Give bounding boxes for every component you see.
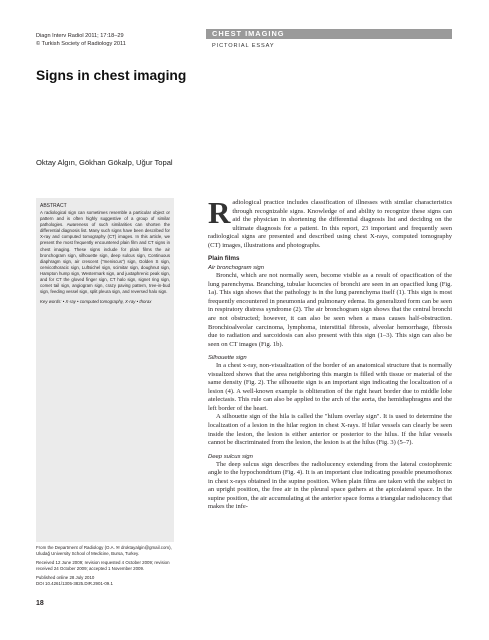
intro-paragraph <box>208 195 452 250</box>
section-label: PICTORIAL ESSAY <box>212 43 275 49</box>
journal-citation <box>36 32 126 48</box>
received-note: Received 12 June 2009; revision requested 4 October 2009; revision received 24 October 2009; accepted 1 November 2009. <box>36 560 170 572</box>
author-list: Oktay Algın, Gökhan Gökalp, Uğur Topal <box>36 158 173 167</box>
paragraph-air-bronchogram: Bronchi, which are not normally seen, become visible as a result of opacification of the lung parenchyma. Branching, tubular lucencies of bronchi are seen in an opacified lung (Fig. 1a). This sign shows that the pathology is in the lung parenchyma itself (1). This sign is most frequently encountered in pneumonia and pulmonary edema. Its generalized form can be seen in respiratory distress syndrome (2). The air bronchogram sign shows that the central bronchi are not obstructed; however, it can also be seen when a mass causes half-obstruction. Bronchioalveolar carcinoma, lymphoma, interstitial fibrosis, alveolar hemorrhage, fibrosis due to radiation and sarcoidosis can also present with this sign (1–3). This sign can also be seen on CT images (Fig. 1b). <box>208 272 452 348</box>
category-band: CHEST IMAGING <box>206 29 452 39</box>
heading-deep-sulcus: Deep sulcus sign <box>208 453 253 460</box>
keywords: Key words: • X-ray • computed tomography, X-ray • thorax <box>40 299 152 305</box>
doi-note: DOI 10.4261/1305-3825.DIR.2901-09.1 <box>36 581 113 587</box>
abstract-text: A radiological sign can sometimes resemble a particular object or pattern and is often highly suggestive of a group of similar pathologies. Awareness of such similarities can shorten the differential diagnosis list. Many such signs have been described for X-ray and computed tomography (CT) images. In this article, we present the most frequently encountered plain film and CT signs in chest imaging. These signs include for plain films the air bronchogram sign, silhouette sign, deep sulcus sign, Continuous diaphragm sign, air crescent ("meniscus") sign, Golden S sign, cervicothoracic sign, Luftsichel sign, scimitar sign, doughnut sign, Hampton hump sign, Westermark sign, and juxtaphrenic peak sign, and for CT the gloved finger sign, CT halo sign, signet ring sign, comet tail sign, angiogram sign, crazy paving pattern, tree-in-bud sign, feeding vessel sign, split pleura sign, and reversed halo sign. <box>40 210 170 295</box>
article-body <box>208 195 452 512</box>
heading-silhouette: Silhouette sign <box>208 355 247 362</box>
intro-text: adiological practice includes classification of illnesses with similar characteristics through recognizable signs. Knowledge of and ability to recognize these signs can aid the physician in shortening the differential diagnosis list and deciding on the ultimate diagnosis for a patient. In this report, 23 important and frequently seen radiological signs are presented and described using chest X-rays, computed tomography (CT) images, illustrations and photographs. <box>208 199 452 249</box>
abstract-box <box>36 198 174 542</box>
article-title: Signs in chest imaging <box>36 68 187 83</box>
drop-cap: R <box>208 195 231 230</box>
affiliation-note: From the Department of Radiology (O.A. ✉ droktayalgin@gmail.com), Uludağ University School of Medicine, Bursa, Turkey. <box>36 545 172 557</box>
footnotes <box>36 545 178 588</box>
abstract-heading: ABSTRACT <box>40 203 67 209</box>
heading-plain-films: Plain films <box>208 255 240 263</box>
paragraph-silhouette-1: In a chest x-ray, non-visualization of the border of an anatomical structure that is normally visualized shows that the area neighboring this margin is filled with tissue or material of the same density (Fig. 2). The silhouette sign is an important sign indicating the localization of a lesion (4). A well-known example is obliteration of the right heart border due to middle lobe atelectasis. This rule can also be applied to the arch of the aorta, the hemidiaphragms and the left border of the heart. <box>208 362 452 412</box>
page-number: 18 <box>36 600 44 607</box>
heading-air-bronchogram: Air bronchogram sign <box>208 265 264 272</box>
paragraph-deep-sulcus: The deep sulcus sign describes the radiolucency extending from the lateral costophrenic angle to the hypochondrium (Fig. 4). It is an important clue indicating possible pneumothorax in chest x-rays obtained in the supine position. When plain films are taken with the subject in an upright position, the free air in the pleural space gathers at the apicolateral space. In the supine position, the air accumulating at the anterior space forms a triangular radiolucency that makes the infe- <box>208 460 452 511</box>
published-note: Published online 28 July 2010 <box>36 575 95 581</box>
journal-issue: Diagn Interv Radiol 2011; 17:18–29 <box>36 33 124 39</box>
copyright-line: © Turkish Society of Radiology 2011 <box>36 41 126 47</box>
paragraph-silhouette-2: A silhouette sign of the hila is called the "hilum overlay sign". It is used to determine the localization of a lesion in the hilar region in chest X-rays. If hilar vessels can clearly be seen inside the lesion, the lesion is either anterior or posterior to the hilus. If the hilar vessels cannot be discriminated from the lesion, the lesion is at the hilus (Fig. 3) (5–7). <box>208 413 452 447</box>
